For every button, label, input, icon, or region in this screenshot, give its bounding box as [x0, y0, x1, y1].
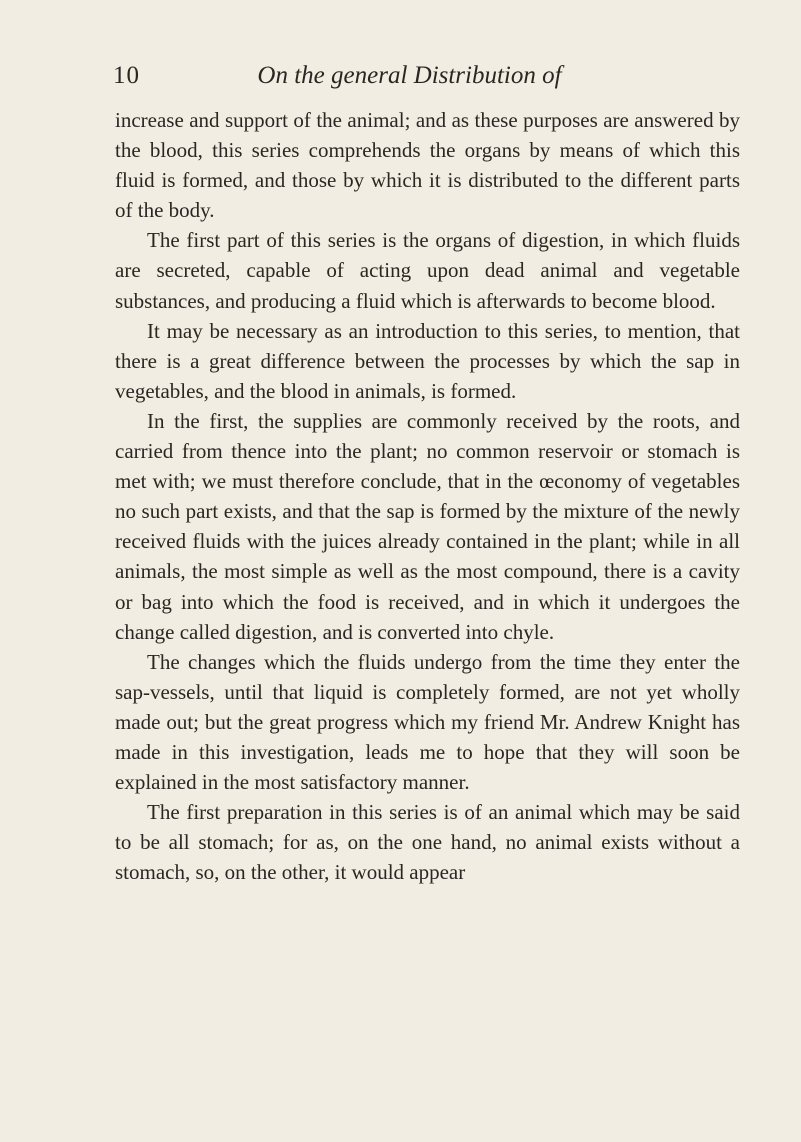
- body-text: [115, 105, 740, 887]
- paragraph-continuation: increase and support of the animal; and as these purposes are answered by the blood, this series comprehends the organs by means of which this fluid is formed, and those by which it is distributed to the different parts of the body.: [115, 108, 740, 223]
- paragraph: The changes which the fluids undergo from the time they enter the sap-vessels, until that liquid is completely formed, are not yet wholly made out; but the great progress which my friend Mr. Andrew Knight has made in this investigation, leads me to hope that they will soon be explained in the most satisfactory manner.: [115, 649, 740, 795]
- running-head: On the general Distribution of: [257, 62, 562, 89]
- paragraph: The first part of this series is the organs of digestion, in which fluids are secreted, capable of acting upon dead animal and vegetable substances, and producing a fluid which is afterwards to become blood.: [115, 228, 740, 313]
- page-header: [0, 62, 801, 98]
- paragraph: It may be necessary as an introduction to this series, to mention, that there is a great difference between the processes by which the sap in vegetables, and the blood in animals, is formed.: [115, 318, 740, 403]
- paragraph: In the first, the supplies are commonly received by the roots, and carried from thence into the plant; no common reservoir or stomach is met with; we must therefore conclude, that in the œconomy of vegetables no such part exists, and that the sap is formed by the mixture of the newly received fluids with the juices already contained in the plant; while in all animals, the most simple as well as the most compound, there is a cavity or bag into which the food is received, and in which it undergoes the change called digestion, and is converted into chyle.: [115, 408, 740, 644]
- paragraph: The first preparation in this series is of an animal which may be said to be all stomach; for as, on the one hand, no animal exists without a stomach, so, on the other, it would appear: [115, 800, 740, 885]
- page-number: 10: [113, 62, 140, 89]
